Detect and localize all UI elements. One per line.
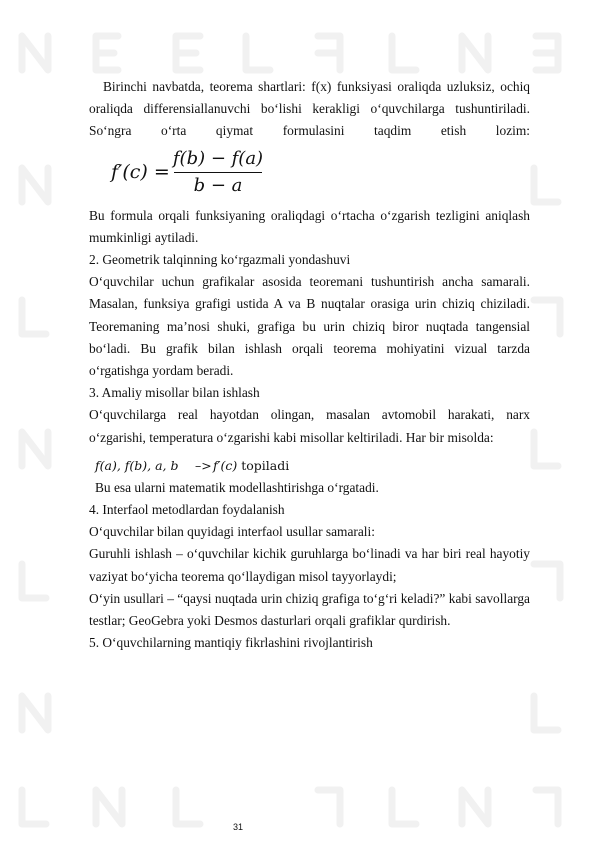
paragraph-interactive-intro: O‘quvchilar bilan quyidagi interfaol usullar samarali: <box>89 524 375 540</box>
example-formula-inputs: f(a), f(b), a, b <box>95 457 179 473</box>
paragraph-games: O‘yin usullari – “qaysi nuqtada urin chiziq grafiga to‘g‘ri keladi?” kabi savollarga testlar; GeoGebra yoki Desmos dasturlari orqali grafiklar qurdirish. <box>89 590 530 629</box>
mean-value-formula <box>89 147 530 201</box>
formula-lhs: f′(c) = <box>111 160 170 183</box>
page-number: 31 <box>233 822 244 832</box>
page-content <box>89 68 530 654</box>
paragraph-group-work: Guruhli ishlash – o‘quvchilar kichik guruhlarga bo‘linadi va har biri real hayotiy vaziyat bo‘yicha teorema qo‘llaydigan misol tayyorlaydi; <box>89 546 530 584</box>
example-formula-word: topiladi <box>241 457 290 473</box>
formula-denominator: b − a <box>193 174 243 196</box>
section-heading-2: 2. Geometrik talqinning ko‘rgazmali yondashuvi <box>89 252 351 268</box>
section-heading-3: 3. Amaliy misollar bilan ishlash <box>89 385 260 401</box>
paragraph-practical: O‘quvchilarga real hayotdan olingan, masalan avtomobil harakati, narx o‘zgarishi, temperatura o‘zgarishi kabi misollar keltiriladi. Har bir misolda: <box>89 407 530 445</box>
example-formula <box>89 453 530 477</box>
paragraph-formula-explanation: Bu formula orqali funksiyaning oraliqdagi o‘rtacha o‘zgarish tezligini aniqlash mumkinligi aytiladi. <box>89 207 530 245</box>
formula-numerator: f(b) − f(a) <box>172 147 264 169</box>
fraction-bar <box>174 172 262 173</box>
section-heading-5: 5. O‘quvchilarning mantiqiy fikrlashini rivojlantirish <box>89 635 373 651</box>
arrow-icon: –> <box>195 457 212 473</box>
example-formula-output <box>213 455 289 477</box>
paragraph-modelling: Bu esa ularni matematik modellashtirishga o‘rgatadi. <box>95 479 379 495</box>
example-formula-derivative: f′(c) <box>213 457 238 473</box>
paragraph-geometric: O‘quvchilar uchun grafikalar asosida teoremani tushuntirish ancha samarali. Masalan, funksiya grafigi ustida A va B nuqtalar orasiga urin chiziq chiziladi. Teoremaning ma’nosi shuki, grafiga bu urin chiziq biror nuqtada tangensial bo‘ladi. Bu grafik bilan ishlash orqali teorema mohiyatini vizual tarzda o‘rgatishga yordam beradi. <box>89 274 530 379</box>
section-heading-4: 4. Interfaol metodlardan foydalanish <box>89 502 285 518</box>
paragraph-intro: Birinchi navbatda, teorema shartlari: f(x) funksiyasi oraliqda uzluksiz, ochiq oraliqda differensiallanuvchi bo‘lishi kerakligi o‘quvchilarga tushuntiriladi. So‘ngra o‘rta qiymat formulasini taqdim etish lozim: <box>89 79 530 139</box>
formula-fraction <box>172 147 264 198</box>
